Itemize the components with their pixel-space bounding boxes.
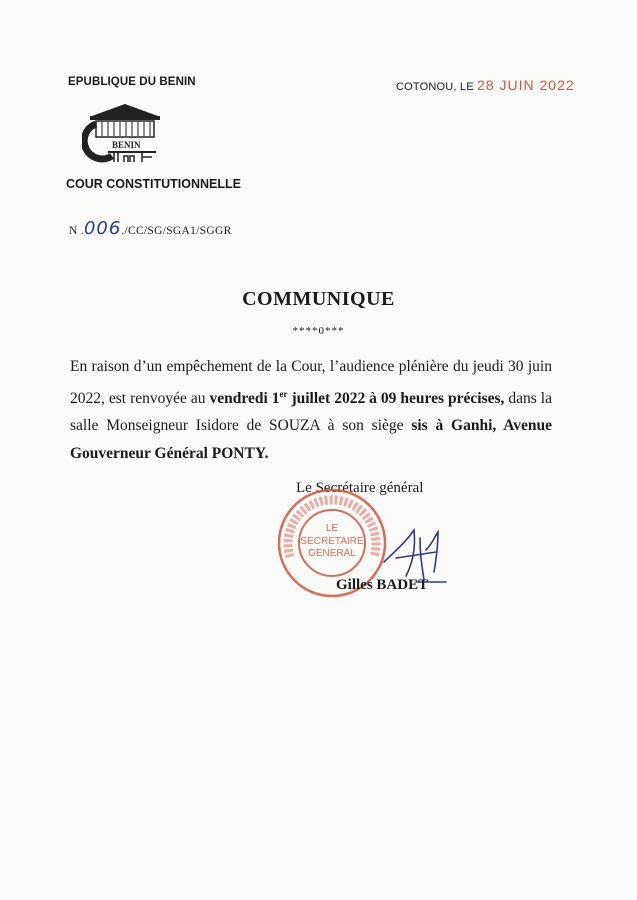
- body-bold-sup: er: [279, 388, 288, 399]
- body-bold-3: sis à Ganhi, Avenue Gouverneur Général PONTY.: [70, 417, 552, 462]
- stamp-line-1: LE: [325, 523, 339, 534]
- ref-prefix: N .: [69, 225, 84, 237]
- court-logo-icon: [82, 102, 168, 166]
- ref-handwritten-number: 006: [83, 218, 122, 239]
- body-text-1: En raison d’un empêchement de la Cour, l’audience plénière du jeudi 30 juin 2022, est renvoyée au: [70, 358, 552, 407]
- republic-label: EPUBLIQUE DU BENIN: [68, 76, 196, 88]
- logo-text: BENIN: [112, 140, 141, 150]
- signatory-title: Le Secrétaire général: [296, 480, 424, 496]
- date-stamp: 28 JUIN 2022: [477, 77, 575, 93]
- ref-suffix: ./CC/SG/SGA1/SGGR: [121, 225, 232, 237]
- body-text-2: dans la salle Monseigneur Isidore de SOUZA à son siège: [70, 389, 552, 435]
- page-title: COMMUNIQUE: [242, 288, 395, 310]
- title-separator: ****0***: [292, 325, 345, 337]
- city-label: COTONOU, LE: [396, 81, 474, 93]
- signatory-name: Gilles BADET: [336, 577, 429, 593]
- place-date: [396, 77, 575, 93]
- body-bold-1: vendredi 1: [209, 389, 280, 407]
- body-bold-2: juillet 2022 à 09 heures précises,: [287, 389, 505, 407]
- stamp-line-2: SECRETAIRE: [300, 536, 364, 547]
- stamp-line-3: GENERAL: [308, 548, 356, 559]
- reference-number: [69, 218, 232, 239]
- court-name: COUR CONSTITUTIONNELLE: [66, 177, 241, 191]
- communique-body: [70, 353, 552, 467]
